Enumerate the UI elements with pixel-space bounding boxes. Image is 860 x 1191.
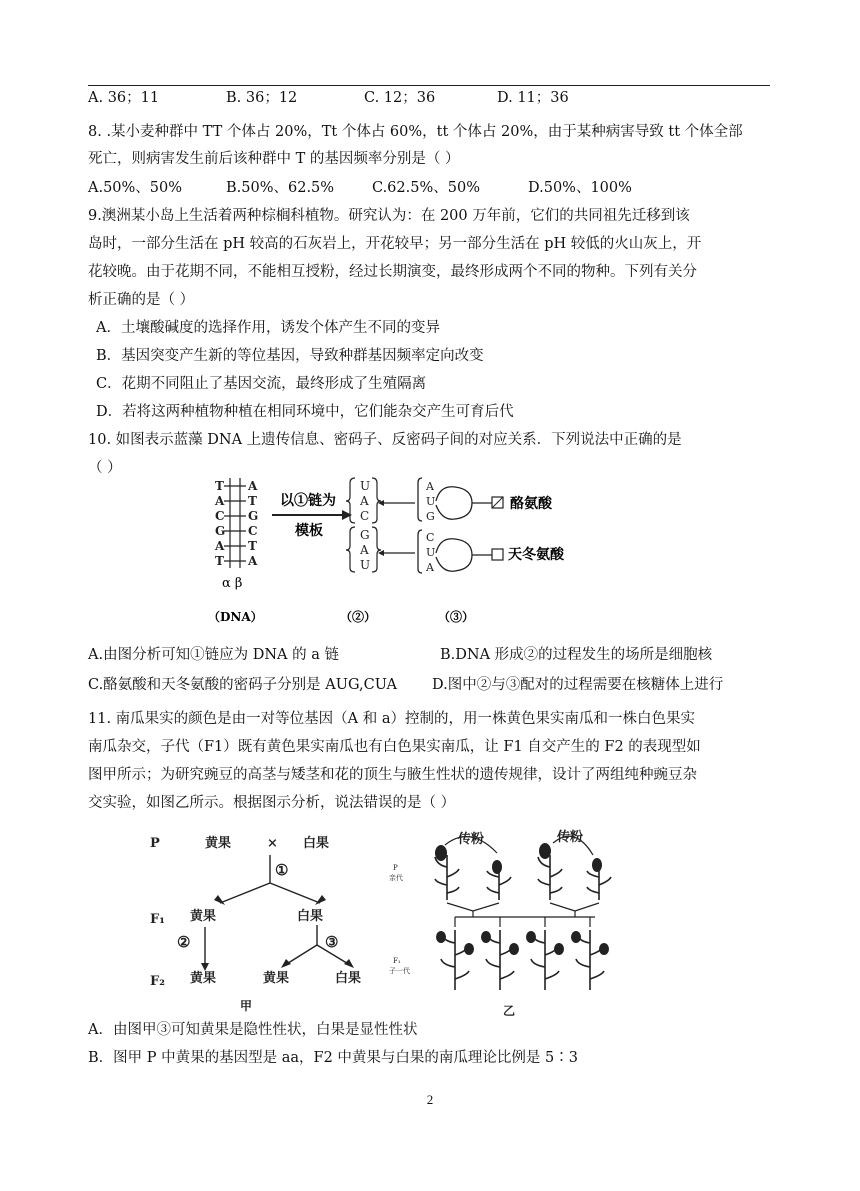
yi-row1-sub: 亲代 [389, 874, 403, 882]
mrna-right-brace [372, 478, 381, 523]
caption-dna: （DNA） [208, 610, 263, 624]
yi-caption: 乙 [503, 1004, 516, 1018]
jia-f2-yellow-a: 黄果 [190, 971, 217, 986]
dna-beta-base: T [248, 494, 257, 508]
q8-option-a: A.50%、50% [88, 180, 183, 196]
yi-row1-label: P [393, 864, 398, 872]
caption-2: （②） [340, 610, 377, 624]
mrna-base: U [360, 479, 371, 493]
q8-stem-line: 死亡，则病害发生前后该种群中 T 的基因频率分别是（ ） [88, 151, 460, 167]
yi-row2-label: F₁ [393, 957, 401, 965]
jia-f1-label: F₁ [150, 912, 165, 927]
dna-alpha-base: T [215, 554, 224, 568]
q11-figure-yi [385, 825, 625, 1020]
yi-parent-plants [435, 855, 611, 900]
q7-option-b: B. 36；12 [226, 90, 298, 106]
q8-option-b: B.50%、62.5% [226, 180, 335, 196]
trna1-brace [418, 478, 422, 521]
jia-f1-white: 白果 [297, 909, 324, 924]
jia-f2-white: 白果 [335, 971, 362, 986]
q8-option-c: C.62.5%、50% [372, 180, 480, 196]
jia-p-label: P [150, 836, 160, 851]
caption-3: （③） [438, 610, 475, 624]
yi-pollinate-2: 传粉 [557, 830, 584, 845]
mrna-base: U [360, 558, 371, 572]
mrna-left-brace [346, 527, 355, 572]
jia-caption: 甲 [240, 999, 253, 1013]
dna-greek-labels: α β [222, 576, 243, 591]
yi-row2-sub: 子一代 [389, 967, 410, 975]
q11-stem-line: 交实验，如图乙所示。根据图示分析，说法错误的是（ ） [88, 795, 456, 811]
dna-alpha-base: C [215, 509, 225, 523]
dna-beta-base: T [248, 539, 257, 553]
dna-beta-base: A [248, 554, 258, 568]
jia-p-white: 白果 [303, 836, 330, 851]
q9-stem-line: 析正确的是（ ） [88, 292, 195, 308]
yi-pollinate-1: 传粉 [458, 832, 485, 847]
q9-option-c: C．花期不同阻止了基因交流，最终形成了生殖隔离 [96, 376, 427, 392]
mrna-base: A [360, 494, 369, 508]
aa1-label: 酪氨酸 [510, 496, 552, 512]
aa2-square [492, 549, 503, 560]
q10-stem-line: （ ） [88, 460, 122, 476]
trna2-base: U [426, 546, 436, 559]
q9-option-a: A．土壤酸碱度的选择作用，诱发个体产生不同的变异 [96, 320, 440, 336]
trna1-base: G [426, 510, 435, 523]
jia-f2-label: F₂ [150, 974, 165, 989]
q10-option-d: D.图中②与③配对的过程需要在核糖体上进行 [432, 677, 724, 693]
q10-stem-line: 10. 如图表示蓝藻 DNA 上遗传信息、密码子、反密码子间的对应关系．下列说法中正确的是 [88, 432, 682, 448]
jia-cross: × [267, 836, 278, 851]
q7-option-a: A. 36；11 [88, 90, 160, 106]
q11-stem-line: 11. 南瓜果实的颜色是由一对等位基因（A 和 a）控制的，用一株黄色果实南瓜和一株白色果实 [88, 711, 695, 727]
yi-cross-connectors [447, 903, 599, 927]
top-rule [88, 85, 770, 86]
mrna-base: C [360, 509, 370, 523]
trna2-base: A [426, 561, 434, 574]
mrna-base: A [360, 543, 369, 557]
trna1-loop [436, 487, 472, 519]
arrow-label-line2: 模板 [295, 523, 323, 539]
dna-alpha-base: A [215, 494, 225, 508]
q10-option-c: C.酪氨酸和天冬氨酸的密码子分别是 AUG,CUA [88, 677, 398, 693]
aa2-label: 天冬氨酸 [508, 547, 564, 563]
dna-alpha-base: G [215, 524, 226, 538]
trna2-base: C [426, 531, 435, 544]
arrow-label-line1: 以①链为 [280, 493, 336, 509]
q8-option-d: D.50%、100% [528, 180, 632, 196]
dna-beta-base: A [248, 479, 258, 493]
q9-stem-line: 花较晚。由于花期不同，不能相互授粉，经过长期演变，最终形成两个不同的物种。下列有关分 [88, 264, 697, 280]
q10-dna-figure [200, 475, 600, 630]
q7-option-c: C. 12；36 [364, 90, 436, 106]
jia-f2-yellow-b: 黄果 [263, 971, 290, 986]
mrna-base: G [360, 528, 370, 542]
jia-p-yellow: 黄果 [205, 836, 232, 851]
q9-stem-line: 9.澳洲某小岛上生活着两种棕榈科植物。研究认为：在 200 万年前，它们的共同祖先迁移到该 [88, 208, 690, 224]
trna1-base: A [426, 480, 434, 493]
q11-stem-line: 南瓜杂交，子代（F1）既有黄色果实南瓜也有白色果实南瓜，让 F1 自交产生的 F2 的表现型如 [88, 739, 701, 755]
q9-option-b: B．基因突变产生新的等位基因，导致种群基因频率定向改变 [96, 348, 484, 364]
page-number: 2 [426, 1092, 434, 1107]
jia-branch-left [220, 883, 270, 903]
q9-stem-line: 岛时，一部分生活在 pH 较高的石灰岩上，开花较早；另一部分生活在 pH 较低的火山灰上，开 [88, 236, 702, 252]
jia-f1-yellow: 黄果 [190, 909, 217, 924]
jia-step-3: ③ [325, 933, 339, 951]
q11-figure-jia [145, 825, 380, 1020]
trna1-base: U [426, 495, 436, 508]
dna-beta-base: G [248, 509, 259, 523]
dna-alpha-base: A [215, 539, 225, 553]
jia-branch-right [270, 883, 320, 903]
trna2-brace [418, 530, 422, 573]
q10-option-b: B.DNA 形成②的过程发生的场所是细胞核 [440, 647, 713, 663]
trna2-loop [436, 539, 472, 571]
dna-beta-base: C [248, 524, 258, 538]
jia-step-1: ① [275, 861, 289, 879]
jia-step-2: ② [177, 933, 191, 951]
q7-option-d: D. 11；36 [497, 90, 569, 106]
q11-stem-line: 图甲所示；为研究豌豆的高茎与矮茎和花的顶生与腋生性状的遗传规律，设计了两组纯种豌豆杂 [88, 767, 697, 783]
q8-stem-line: 8. .某小麦种群中 TT 个体占 20%，Tt 个体占 60%，tt 个体占 20%，由于某种病害导致 tt 个体全部 [88, 124, 743, 140]
q10-option-a: A.由图分析可知①链应为 DNA 的 a 链 [88, 647, 339, 663]
q9-option-d: D．若将这两种植物种植在相同环境中，它们能杂交产生可育后代 [96, 404, 514, 420]
q11-option-b: B．图甲 P 中黄果的基因型是 aa，F2 中黄果与白果的南瓜理论比例是 5∶3 [88, 1050, 578, 1066]
mrna-right-brace [372, 527, 381, 572]
dna-alpha-base: T [215, 479, 224, 493]
q11-option-a: A．由图甲③可知黄果是隐性性状，白果是显性性状 [88, 1022, 418, 1038]
